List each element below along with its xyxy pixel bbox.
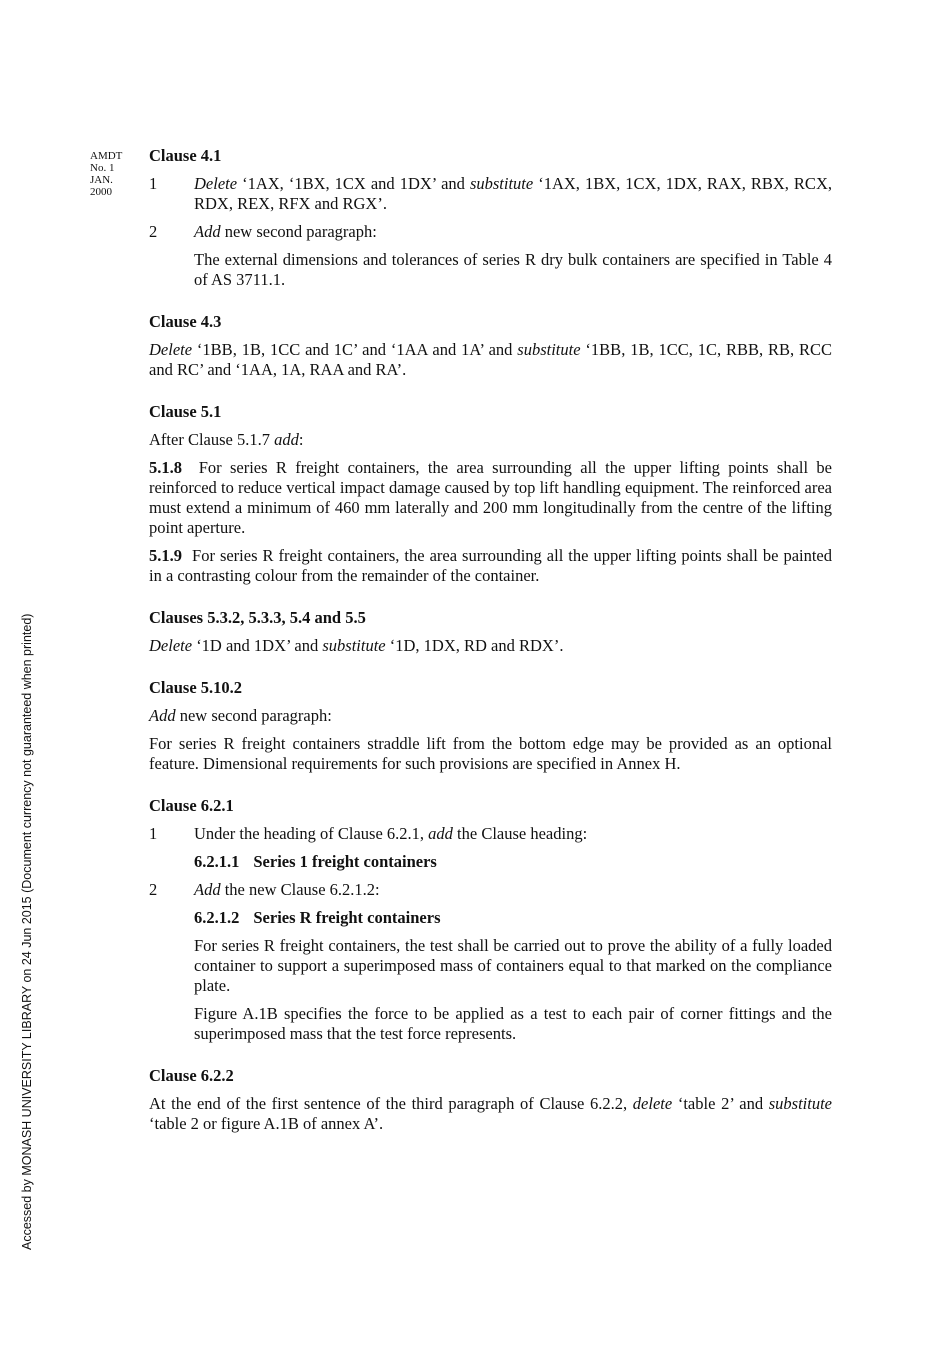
clause-5-10-2-section xyxy=(149,678,832,774)
list-item xyxy=(149,824,832,844)
subclause-number: 5.1.9 xyxy=(149,546,182,565)
item-text: new second paragraph: xyxy=(220,222,377,241)
amendment-year: 2000 xyxy=(90,186,112,198)
clause-paragraph xyxy=(149,430,832,450)
clause-paragraph xyxy=(149,546,832,586)
clause-4-3-section xyxy=(149,312,832,380)
amendment-label: AMDT xyxy=(90,150,123,162)
subclause-number: 5.1.8 xyxy=(149,458,182,477)
item-text: the Clause heading: xyxy=(452,824,588,843)
paragraph-text: ‘1BB, 1B, 1CC, 1C, RBB, RB, RCC and RC’ and ‘1AA, 1A, RAA and RA’. xyxy=(149,340,832,379)
clauses-5-3-2-section xyxy=(149,608,832,656)
inserted-paragraph: For series R freight containers, the test shall be carried out to prove the ability of a fully loaded container to support a superimposed mass of containers equal to that marked on the compliance plate. xyxy=(194,936,832,995)
clause-4-1-section xyxy=(149,146,832,290)
clause-6-2-1-section xyxy=(149,796,832,1044)
instruction-word: substitute xyxy=(517,340,581,359)
subclause-title: Series R freight containers xyxy=(253,908,441,927)
subclause-heading xyxy=(149,852,832,872)
paragraph-text: ‘1D, 1DX, RD and RDX’. xyxy=(385,636,564,655)
access-stamp: Accessed by MONASH UNIVERSITY LIBRARY on 24 Jun 2015 (Document currency not guaranteed when printed) xyxy=(20,613,34,1250)
inserted-paragraph: The external dimensions and tolerances of series R dry bulk containers are specified in Table 4 of AS 3711.1. xyxy=(194,250,832,289)
item-text: ‘1AX, ‘1BX, 1CX and 1DX’ and xyxy=(237,174,470,193)
list-item xyxy=(149,174,832,214)
paragraph-text: new second paragraph: xyxy=(175,706,332,725)
clause-paragraph xyxy=(149,458,832,538)
paragraph-text: : xyxy=(298,430,304,449)
item-number: 2 xyxy=(149,222,158,241)
subclause-title: Series 1 freight containers xyxy=(253,852,437,871)
amendment-month: JAN. xyxy=(90,174,113,186)
instruction-word: substitute xyxy=(469,174,534,193)
instruction-word: Delete xyxy=(194,174,238,193)
subclause-number: 6.2.1.2 xyxy=(194,908,240,927)
clause-paragraph: For series R freight containers straddle lift from the bottom edge may be provided as an optional feature. Dimensional requirements for such provisions are specified in Annex H. xyxy=(149,734,832,773)
list-item xyxy=(149,222,832,242)
instruction-word: Delete xyxy=(149,636,193,655)
clause-paragraph xyxy=(149,1094,832,1134)
paragraph-text: For series R freight containers, the area surrounding all the upper lifting points shall be painted in a contrasting colour from the remainder of the container. xyxy=(149,546,833,585)
subclause-number: 6.2.1.1 xyxy=(194,852,240,871)
document-body xyxy=(149,146,832,1156)
instruction-word: Add xyxy=(194,222,221,241)
item-text: Under the heading of Clause 6.2.1, xyxy=(194,824,429,843)
item-number: 2 xyxy=(149,880,158,899)
clause-heading: Clause 5.10.2 xyxy=(149,678,243,697)
instruction-word: add xyxy=(274,430,299,449)
amendment-number: No. 1 xyxy=(90,162,115,174)
clause-heading: Clause 6.2.1 xyxy=(149,796,234,815)
clause-6-2-2-section xyxy=(149,1066,832,1134)
clause-paragraph xyxy=(149,706,832,726)
list-item xyxy=(149,880,832,900)
paragraph-text: After Clause 5.1.7 xyxy=(149,430,275,449)
clause-paragraph xyxy=(149,340,832,380)
instruction-word: substitute xyxy=(768,1094,832,1113)
instruction-word: Delete xyxy=(149,340,193,359)
clause-heading: Clause 6.2.2 xyxy=(149,1066,234,1085)
paragraph-text: ‘table 2’ and xyxy=(672,1094,769,1113)
item-number: 1 xyxy=(149,174,158,193)
instruction-word: Add xyxy=(194,880,221,899)
item-text: ‘1AX, 1BX, 1CX, 1DX, RAX, RBX, RCX, RDX, REX, RFX and RGX’. xyxy=(194,174,832,213)
clause-paragraph xyxy=(149,636,832,656)
instruction-word: add xyxy=(428,824,453,843)
clause-heading: Clauses 5.3.2, 5.3.3, 5.4 and 5.5 xyxy=(149,608,366,627)
clause-heading: Clause 5.1 xyxy=(149,402,222,421)
paragraph-text: ‘table 2 or figure A.1B of annex A’. xyxy=(149,1114,384,1133)
paragraph-text: ‘1D and 1DX’ and xyxy=(192,636,323,655)
item-number: 1 xyxy=(149,824,158,843)
paragraph-text: ‘1BB, 1B, 1CC and 1C’ and ‘1AA and 1A’ and xyxy=(192,340,518,359)
paragraph-text: For series R freight containers, the area surrounding all the upper lifting points shall be reinforced to reduce vertical impact damage caused by top lift handling equipment. The reinforced area must extend a minimum of 460 mm laterally and 200 mm longitudinally from the centre of the lifting point aperture. xyxy=(149,458,832,537)
instruction-word: substitute xyxy=(322,636,386,655)
subclause-heading xyxy=(149,908,832,928)
instruction-word: delete xyxy=(632,1094,673,1113)
inserted-paragraph: Figure A.1B specifies the force to be applied as a test to each pair of corner fittings and the superimposed mass that the test force represents. xyxy=(194,1004,832,1043)
clause-heading: Clause 4.3 xyxy=(149,312,222,331)
instruction-word: Add xyxy=(149,706,176,725)
paragraph-text: At the end of the first sentence of the third paragraph of Clause 6.2.2, xyxy=(149,1094,633,1113)
amendment-marker xyxy=(90,150,122,198)
clause-5-1-section xyxy=(149,402,832,586)
clause-heading: Clause 4.1 xyxy=(149,146,222,165)
item-text: the new Clause 6.2.1.2: xyxy=(220,880,380,899)
